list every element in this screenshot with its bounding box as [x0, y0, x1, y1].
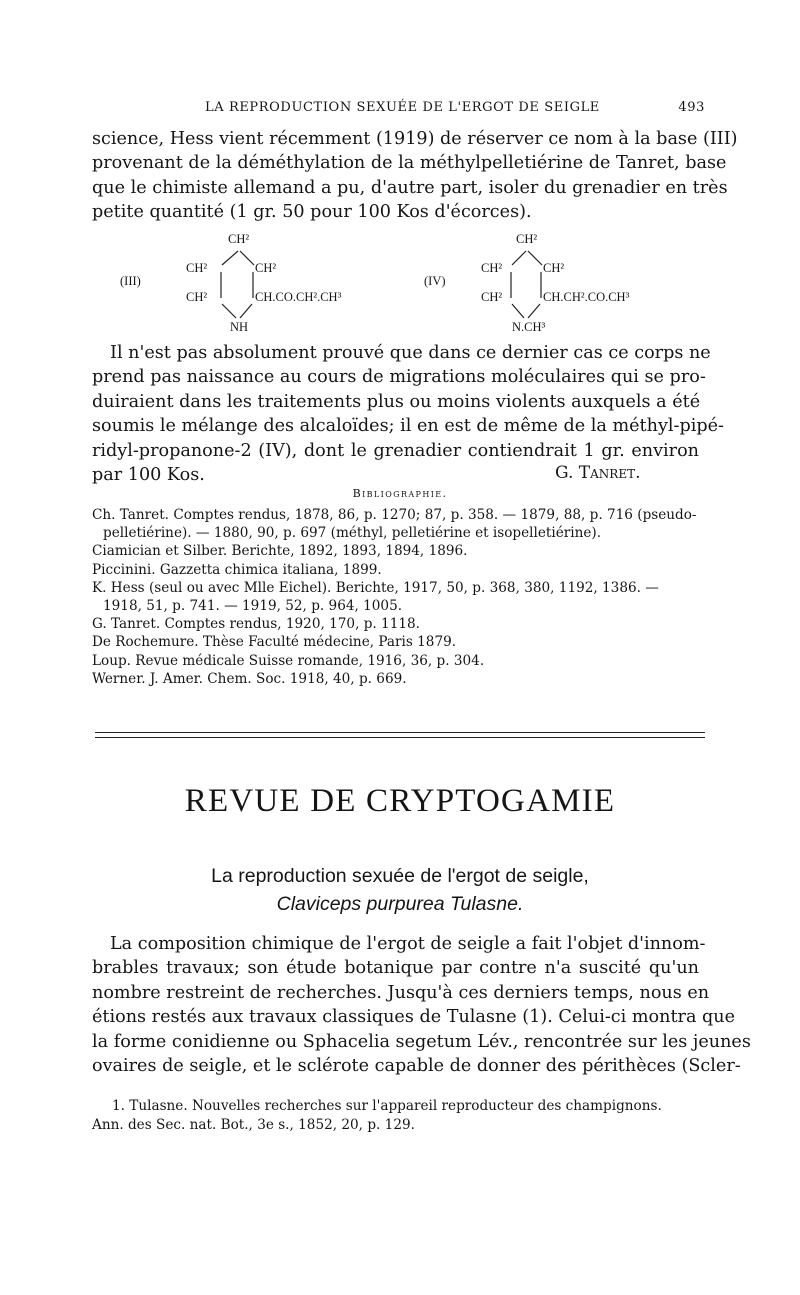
footnote-line: Ann. des Sec. nat. Bot., 3e s., 1852, 20, p. 129. [92, 1117, 415, 1133]
formula-label: (IV) [424, 274, 446, 288]
text-line: ovaires de seigle, et le sclérote capable de donner des périthèces (Scler- [92, 1056, 741, 1077]
text-line: la forme conidienne ou Sphacelia segetum Lév., rencontrée sur les jeunes [92, 1031, 751, 1052]
footnote-line: 1. Tulasne. Nouvelles recherches sur l'appareil reproducteur des champignons. [112, 1098, 662, 1114]
section-divider [95, 737, 705, 738]
text-line: duiraient dans les traitements plus ou moins violents auxquels a été [92, 391, 701, 412]
bibliography-entry: Ch. Tanret. Comptes rendus, 1878, 86, p. 1270; 87, p. 358. — 1879, 88, p. 716 (pseudo-pelletiérine). — 1880, 90, p. 697 (méthyl, pelletiérine et isopelletiérine). [92, 507, 697, 542]
signature-initial: G. [555, 463, 574, 483]
section-divider [95, 732, 705, 733]
text-line: étions restés aux travaux classiques de Tulasne (1). Celui-ci montra que [92, 1007, 736, 1028]
section-title: REVUE DE CRYPTOGAMIE [184, 783, 616, 819]
article-paragraph [92, 932, 751, 1078]
formula-atom: CH² [481, 290, 503, 304]
formula-atom: CH² [228, 232, 250, 246]
bibliography-title: Bibliographie. [352, 487, 448, 500]
formula-iii [120, 232, 380, 342]
text-line: science, Hess vient récemment (1919) de réserver ce nom à la base (III) [92, 129, 738, 149]
bibliography-entry: Piccinini. Gazzetta chimica italiana, 1899. [92, 561, 382, 578]
formula-atom: CH.CO.CH².CH³ [255, 290, 342, 304]
signature-name: Tanret. [578, 463, 641, 483]
text-line: nombre restreint de recherches. Jusqu'à ces derniers temps, nous en [92, 982, 710, 1003]
formula-atom: CH² [543, 261, 565, 275]
text-line: soumis le mélange des alcaloïdes; il en est de même de la méthyl-pipé- [92, 416, 724, 437]
running-title: LA REPRODUCTION SEXUÉE DE L'ERGOT DE SEIGLE [205, 100, 600, 115]
bibliography-entry: K. Hess (seul ou avec Mlle Eichel). Berichte, 1917, 50, p. 368, 380, 1192, 1386. — 1918, 51, p. 741. — 1919, 52, p. 964, 1005. [92, 579, 659, 615]
bibliography-entry: De Rochemure. Thèse Faculté médecine, Paris 1879. [92, 634, 457, 651]
formula-atom: N.CH³ [512, 320, 546, 334]
footnote [92, 1097, 702, 1135]
bibliography-entry: Werner. J. Amer. Chem. Soc. 1918, 40, p. 669. [92, 670, 407, 687]
formula-atom: CH² [186, 290, 208, 304]
text-line: prend pas naissance au cours de migrations moléculaires qui se pro- [92, 367, 706, 388]
text-line: petite quantité (1 gr. 50 pour 100 Kos d'écorces). [92, 202, 532, 223]
article-title [0, 862, 800, 918]
text-line: La composition chimique de l'ergot de seigle a fait l'objet d'innom- [110, 934, 706, 954]
intro-paragraph [92, 127, 738, 225]
formula-iv [424, 232, 704, 342]
text-line: que le chimiste allemand a pu, d'autre part, isoler du grenadier en très [92, 177, 728, 198]
formula-atom: CH² [186, 261, 208, 275]
text-line: par 100 Kos. [92, 465, 205, 486]
bibliography-entry: Ciamician et Silber. Berichte, 1892, 1893, 1894, 1896. [92, 543, 468, 560]
formula-atom: CH.CH².CO.CH³ [543, 290, 630, 304]
formula-atom: NH [230, 320, 249, 334]
formula-atom: CH² [255, 261, 277, 275]
text-line: provenant de la déméthylation de la méthylpelletiérine de Tanret, base [92, 153, 727, 174]
ring-bonds [120, 232, 380, 342]
text-line: brables travaux; son étude botanique par contre n'a suscité qu'un [92, 958, 699, 979]
text-line: Il n'est pas absolument prouvé que dans ce dernier cas ce corps ne [110, 343, 711, 363]
article-title-line: La reproduction sexuée de l'ergot de seigle, [211, 865, 589, 887]
formula-label: (III) [120, 274, 141, 288]
formula-atom: CH² [481, 261, 503, 275]
page-number: 493 [678, 100, 705, 115]
formula-atom: CH² [516, 232, 538, 246]
signature [555, 463, 641, 483]
ring-bonds [424, 232, 704, 342]
bibliography-entry: G. Tanret. Comptes rendus, 1920, 170, p. 1118. [92, 616, 420, 633]
text-line: ridyl-propanone-2 (IV), dont le grenadier contiendrait 1 gr. environ [92, 440, 699, 461]
article-title-line: Claviceps purpurea Tulasne. [276, 893, 524, 915]
bibliography-list [92, 506, 702, 688]
bibliography-entry: Loup. Revue médicale Suisse romande, 1916, 36, p. 304. [92, 652, 485, 669]
